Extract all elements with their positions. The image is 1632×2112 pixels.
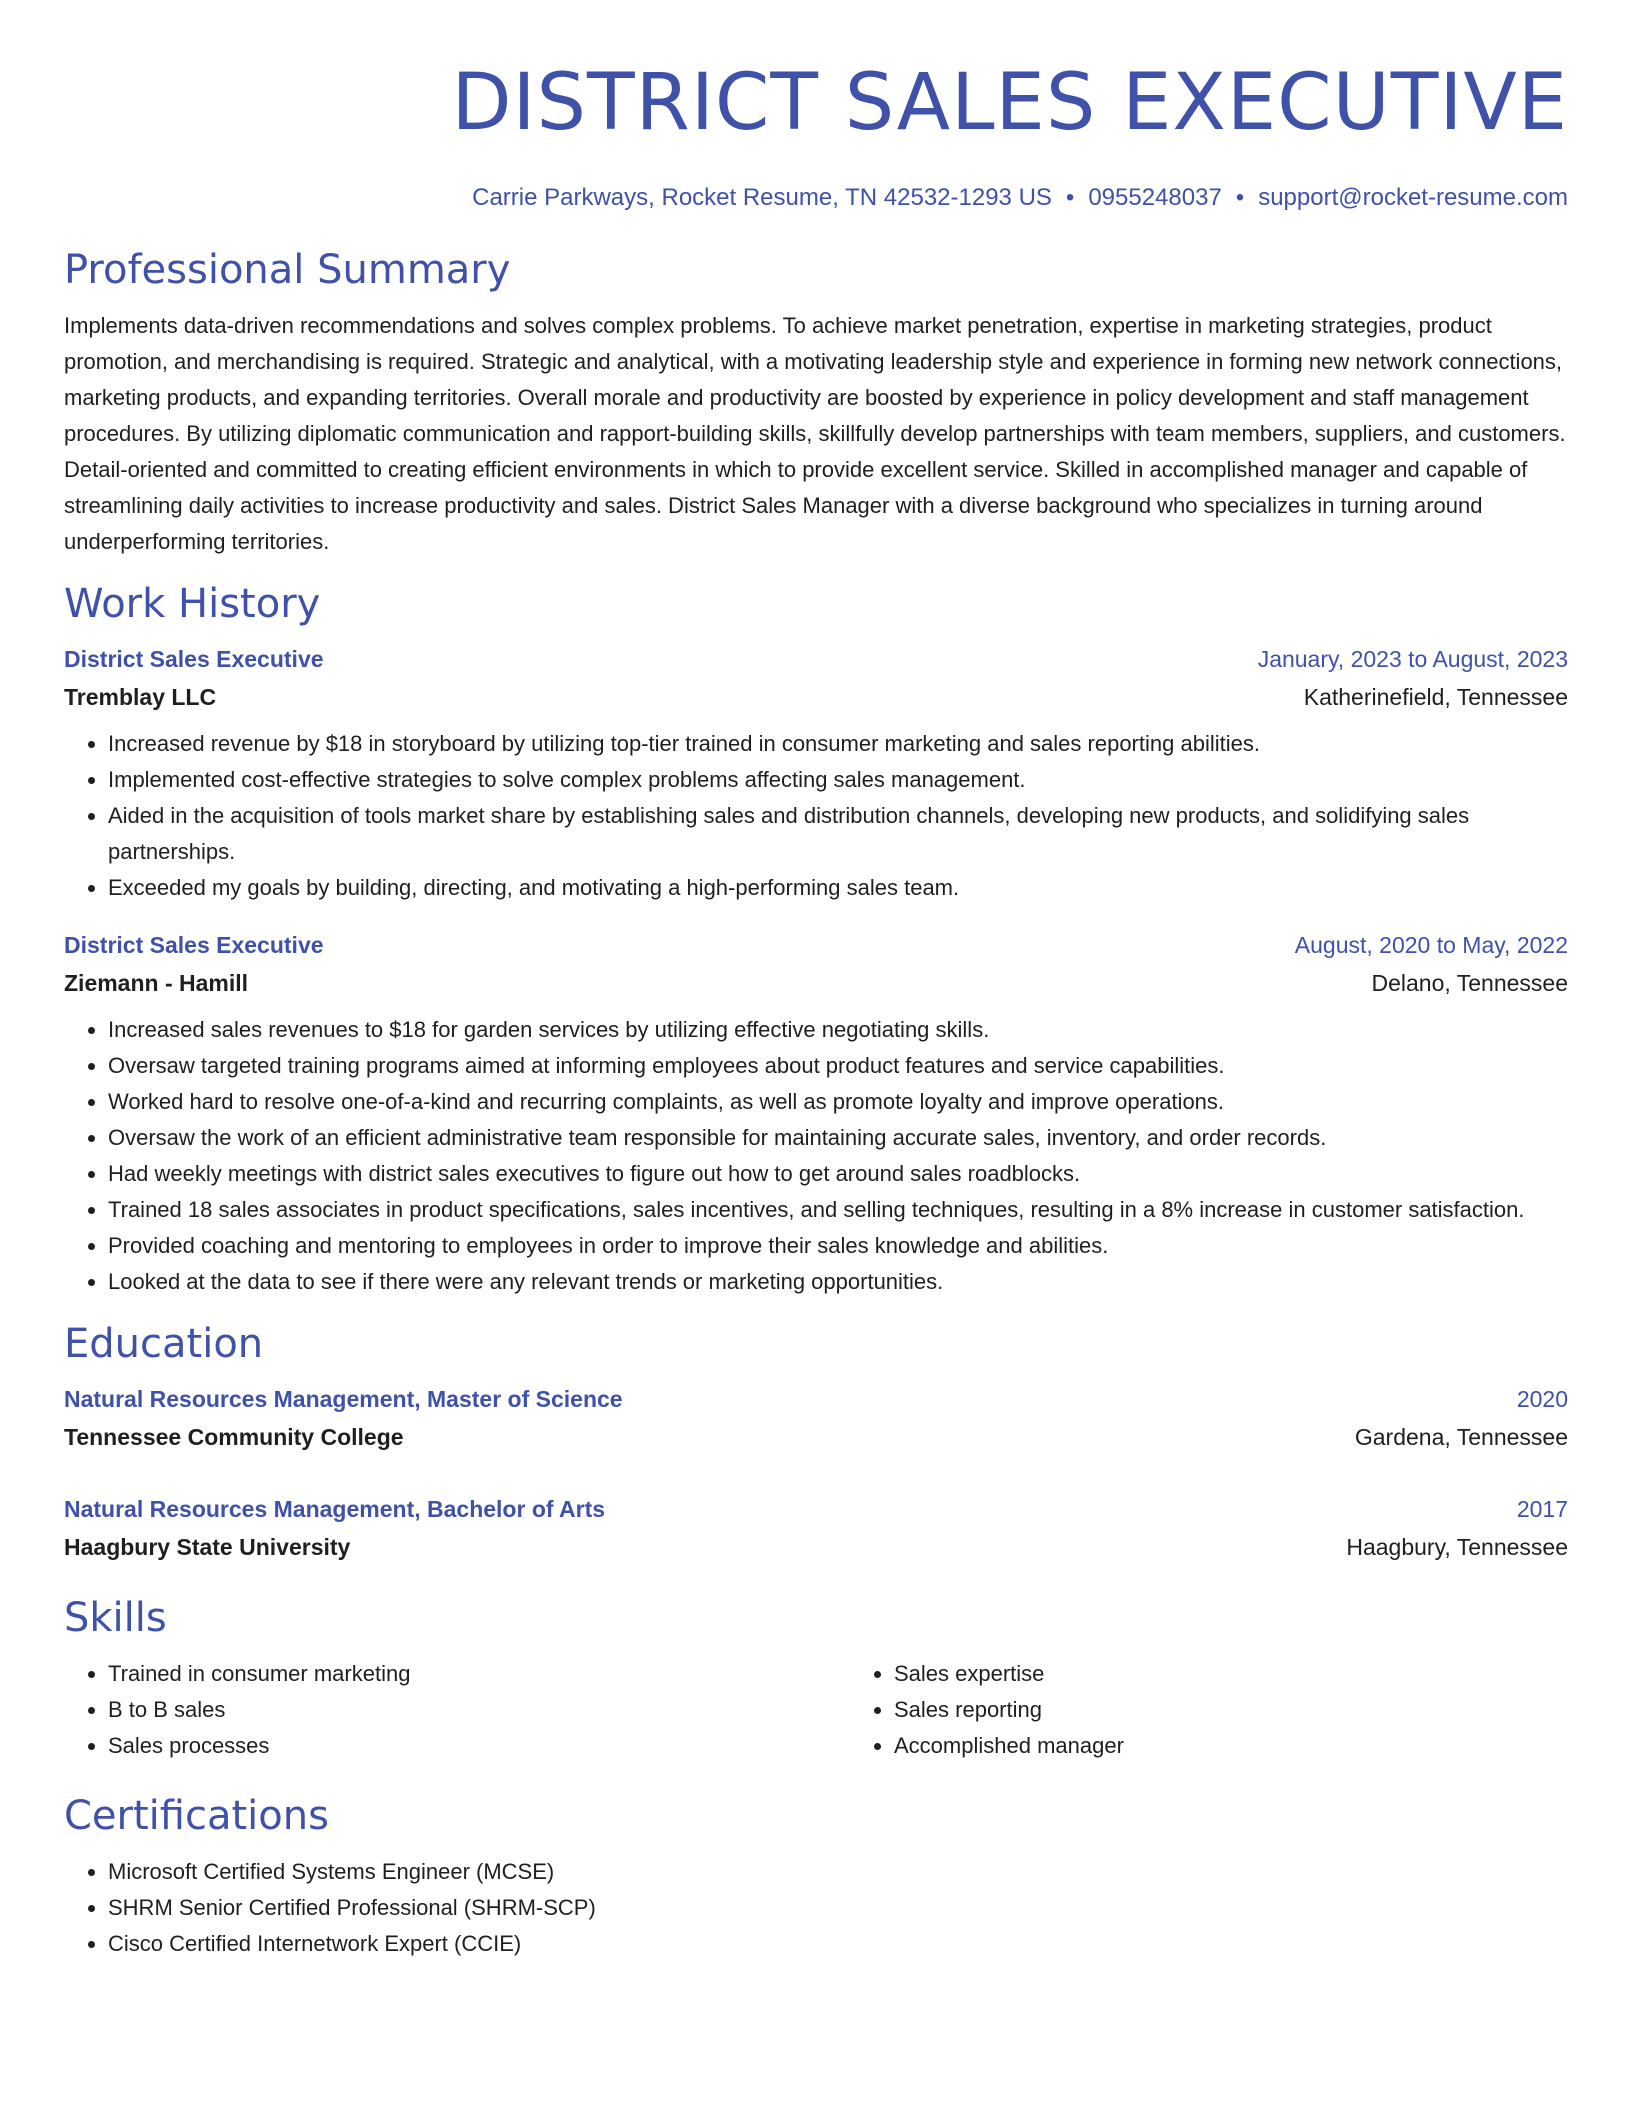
certifications-list xyxy=(64,1854,1568,1962)
summary-heading: Professional Summary xyxy=(64,247,511,293)
list-item: • Implemented cost-effective strategies to solve complex problems affecting sales management. xyxy=(108,762,1568,798)
contact-separator: • xyxy=(1065,184,1075,211)
job-entry xyxy=(64,640,1568,906)
education-year: 2020 xyxy=(1516,1386,1568,1412)
education-header-row xyxy=(64,1380,1568,1418)
job-company-row xyxy=(64,964,1568,1002)
list-item: • Trained 18 sales associates in product specifications, sales incentives, and selling techniques, resulting in a 8% increase in customer satisfaction. xyxy=(108,1192,1568,1228)
skill-item: • Sales expertise xyxy=(894,1656,1632,1692)
skill-item: • B to B sales xyxy=(108,1692,850,1728)
education-location: Haagbury, Tennessee xyxy=(1346,1534,1568,1560)
list-item: • Increased revenue by $18 in storyboard by utilizing top-tier trained in consumer marketing and sales reporting abilities. xyxy=(108,726,1568,762)
summary-text: Implements data-driven recommendations and solves complex problems. To achieve market penetration, expertise in marketing strategies, product promotion, and merchandising is required. Strategic and analytical, with a motivating leadership style and experience in forming new network connections, marketing products, and expanding territories. Overall morale and productivity are boosted by experience in policy development and staff management procedures. By utilizing diplomatic communication and rapport-building skills, skillfully develop partnerships with team members, suppliers, and customers. Detail-oriented and committed to creating efficient environments in which to provide excellent service. Skilled in accomplished manager and capable of streamlining daily activities to increase productivity and sales. District Sales Manager with a diverse background who specializes in turning around underperforming territories. xyxy=(64,313,1566,554)
job-company-row xyxy=(64,678,1568,716)
skill-item: • Accomplished manager xyxy=(894,1728,1632,1764)
education-header-row xyxy=(64,1490,1568,1528)
education-location: Gardena, Tennessee xyxy=(1354,1424,1568,1450)
list-item: • Oversaw targeted training programs aimed at informing employees about product features and service capabilities. xyxy=(108,1048,1568,1084)
skills-heading: Skills xyxy=(64,1595,167,1641)
contact-separator: • xyxy=(1235,184,1245,211)
education-school: Tennessee Community College xyxy=(64,1424,404,1450)
skill-item: • Trained in consumer marketing xyxy=(108,1656,850,1692)
contact-line xyxy=(64,180,1568,216)
education-heading: Education xyxy=(64,1321,264,1367)
education-degree: Natural Resources Management, Master of Science xyxy=(64,1386,623,1412)
list-item: • Provided coaching and mentoring to employees in order to improve their sales knowledge and abilities. xyxy=(108,1228,1568,1264)
job-dates: January, 2023 to August, 2023 xyxy=(1257,646,1568,672)
skills-list-right xyxy=(850,1656,1632,1764)
list-item: • Oversaw the work of an efficient administrative team responsible for maintaining accurate sales, inventory, and order records. xyxy=(108,1120,1568,1156)
job-entry xyxy=(64,926,1568,1300)
education-year: 2017 xyxy=(1516,1496,1568,1522)
list-item: • Aided in the acquisition of tools market share by establishing sales and distribution channels, developing new products, and solidifying sales partnerships. xyxy=(108,798,1568,870)
education-entry xyxy=(64,1380,1568,1456)
education-school-row xyxy=(64,1418,1568,1456)
work-history-heading: Work History xyxy=(64,581,321,627)
job-bullets xyxy=(64,726,1568,906)
list-item: • Worked hard to resolve one-of-a-kind and recurring complaints, as well as promote loyalty and improve operations. xyxy=(108,1084,1568,1120)
contact-phone: 0955248037 xyxy=(1088,184,1222,211)
education-school: Haagbury State University xyxy=(64,1534,351,1560)
job-dates: August, 2020 to May, 2022 xyxy=(1294,932,1568,958)
skill-item: • Sales reporting xyxy=(894,1692,1632,1728)
list-item: • Increased sales revenues to $18 for garden services by utilizing effective negotiating skills. xyxy=(108,1012,1568,1048)
list-item: • Had weekly meetings with district sales executives to figure out how to get around sales roadblocks. xyxy=(108,1156,1568,1192)
job-bullets xyxy=(64,1012,1568,1300)
list-item: • Exceeded my goals by building, directing, and motivating a high-performing sales team. xyxy=(108,870,1568,906)
job-location: Katherinefield, Tennessee xyxy=(1303,684,1568,710)
job-company: Ziemann - Hamill xyxy=(64,970,249,996)
skills-grid xyxy=(64,1656,1568,1764)
contact-address: Carrie Parkways, Rocket Resume, TN 42532-1293 US xyxy=(472,184,1052,211)
job-title: District Sales Executive xyxy=(64,646,324,672)
resume-title: DISTRICT SALES EXECUTIVE xyxy=(451,58,1568,148)
list-item: • Looked at the data to see if there were any relevant trends or marketing opportunities. xyxy=(108,1264,1568,1300)
certification-item: • Cisco Certified Internetwork Expert (CCIE) xyxy=(108,1926,1568,1962)
job-header-row xyxy=(64,640,1568,678)
skill-item: • Sales processes xyxy=(108,1728,850,1764)
skills-list-left xyxy=(64,1656,850,1764)
certifications-heading: Certifications xyxy=(64,1793,329,1839)
certification-item: • SHRM Senior Certified Professional (SHRM-SCP) xyxy=(108,1890,1568,1926)
job-title: District Sales Executive xyxy=(64,932,324,958)
education-degree: Natural Resources Management, Bachelor of Arts xyxy=(64,1496,606,1522)
job-company: Tremblay LLC xyxy=(64,684,217,710)
certification-item: • Microsoft Certified Systems Engineer (MCSE) xyxy=(108,1854,1568,1890)
contact-email[interactable]: support@rocket-resume.com xyxy=(1258,184,1568,211)
job-location: Delano, Tennessee xyxy=(1371,970,1568,996)
job-header-row xyxy=(64,926,1568,964)
education-entry xyxy=(64,1490,1568,1566)
education-school-row xyxy=(64,1528,1568,1566)
